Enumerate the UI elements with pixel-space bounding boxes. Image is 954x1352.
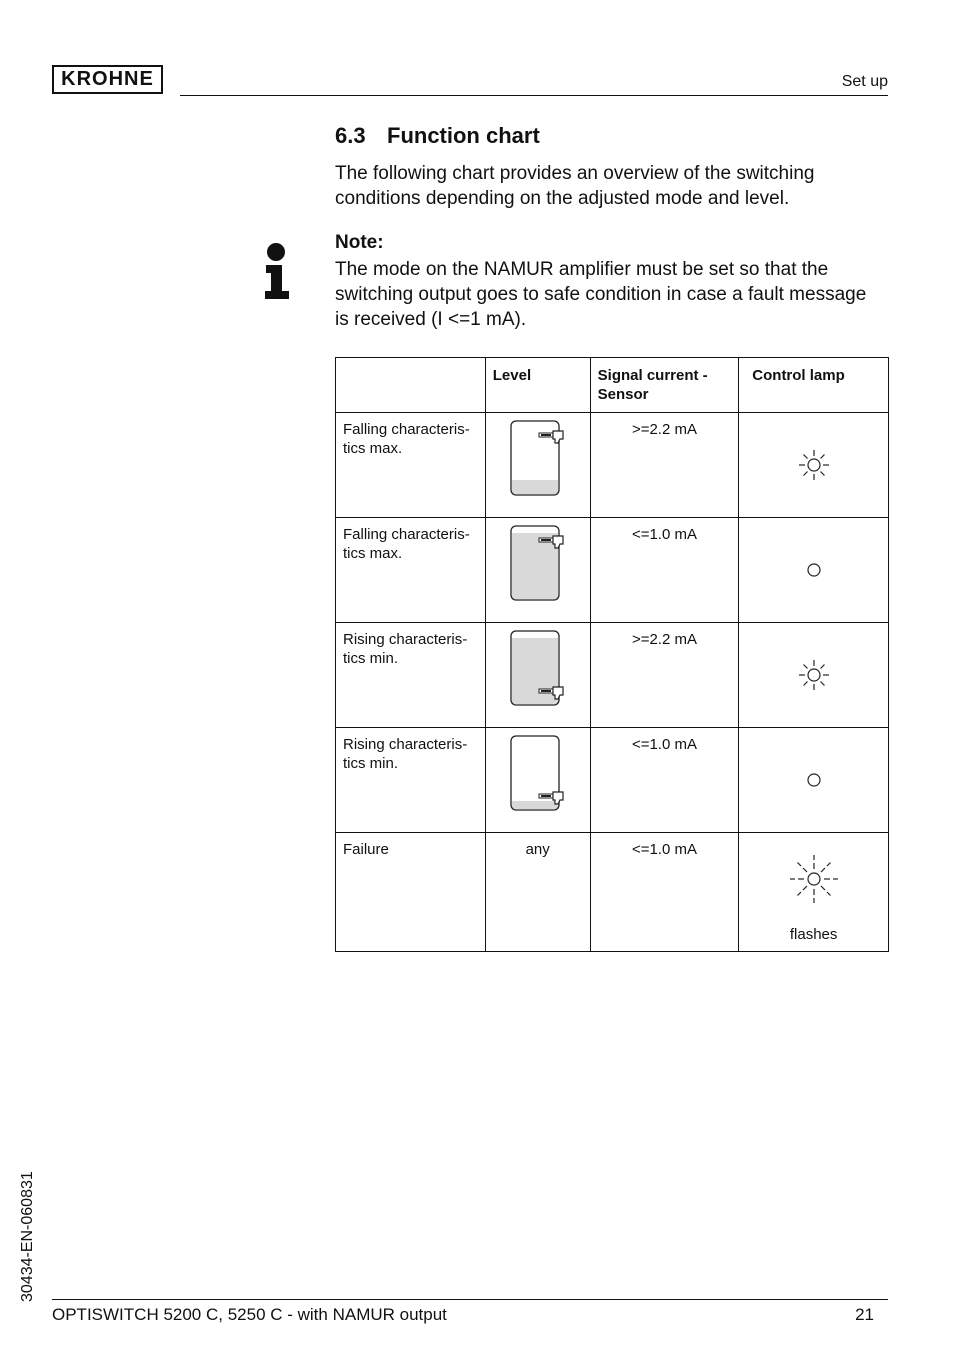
- control-lamp-cell: [739, 728, 889, 833]
- mode-cell: Falling characteris- tics max.: [336, 518, 486, 623]
- level-cell: any: [485, 833, 590, 952]
- lamp-off-icon: [806, 562, 822, 578]
- section-title: Function chart: [387, 123, 540, 148]
- section-number: 6.3: [335, 123, 366, 148]
- table-row: [336, 518, 889, 623]
- table-row: [336, 413, 889, 518]
- header-rule: [180, 95, 888, 96]
- footer-rule: [52, 1299, 888, 1300]
- tank-full-sensor-top-icon: [498, 524, 578, 604]
- mode-cell: Failure: [336, 833, 486, 952]
- level-cell: [485, 518, 590, 623]
- tank-low-sensor-top-icon: [498, 419, 578, 499]
- intro-paragraph: The following chart provides an overview of the switching conditions depending on the adjusted mode and level.: [335, 163, 815, 209]
- table-header-row: [336, 358, 889, 413]
- lamp-on-icon: [797, 448, 831, 482]
- krohne-logo: KROHNE: [52, 65, 163, 94]
- section-heading: [335, 123, 540, 149]
- control-lamp-cell: [739, 833, 889, 952]
- tank-full-sensor-bottom-icon: [498, 629, 578, 709]
- control-lamp-cell: [739, 518, 889, 623]
- signal-current-cell: <=1.0 mA: [590, 728, 739, 833]
- level-cell: [485, 623, 590, 728]
- lamp-flashing-icon: [788, 853, 840, 905]
- document-code: 30434-EN-060831: [19, 1171, 36, 1302]
- footer-product-title: OPTISWITCH 5200 C, 5250 C - with NAMUR output: [52, 1305, 447, 1324]
- control-lamp-cell: [739, 623, 889, 728]
- header-cell-level: Level: [485, 358, 590, 413]
- header-cell-mode: [336, 358, 486, 413]
- table-row: [336, 833, 889, 952]
- table-row: [336, 623, 889, 728]
- lamp-on-icon: [797, 658, 831, 692]
- mode-cell: Rising characteris- tics min.: [336, 623, 486, 728]
- mode-cell: Falling characteris- tics max.: [336, 413, 486, 518]
- note-text: The mode on the NAMUR amplifier must be set so that the switching output goes to safe condition in case a fault message is received (I <=1 mA).: [335, 259, 867, 330]
- table-row: [336, 728, 889, 833]
- level-cell: [485, 728, 590, 833]
- level-cell: [485, 413, 590, 518]
- signal-current-cell: <=1.0 mA: [590, 518, 739, 623]
- signal-current-cell: <=1.0 mA: [590, 833, 739, 952]
- signal-current-cell: >=2.2 mA: [590, 413, 739, 518]
- header-cell-control-lamp: Control lamp: [739, 358, 889, 413]
- info-icon: [262, 243, 292, 301]
- note-title: Note:: [335, 232, 384, 253]
- lamp-caption: flashes: [789, 926, 838, 943]
- section-label: Set up: [841, 73, 888, 90]
- page-number: 21: [855, 1305, 874, 1324]
- control-lamp-cell: [739, 413, 889, 518]
- signal-current-cell: >=2.2 mA: [590, 623, 739, 728]
- function-chart-table: [335, 357, 889, 952]
- tank-low-sensor-bottom-icon: [498, 734, 578, 814]
- header-cell-signal-current: Signal current - Sensor: [590, 358, 739, 413]
- mode-cell: Rising characteris- tics min.: [336, 728, 486, 833]
- lamp-off-icon: [806, 772, 822, 788]
